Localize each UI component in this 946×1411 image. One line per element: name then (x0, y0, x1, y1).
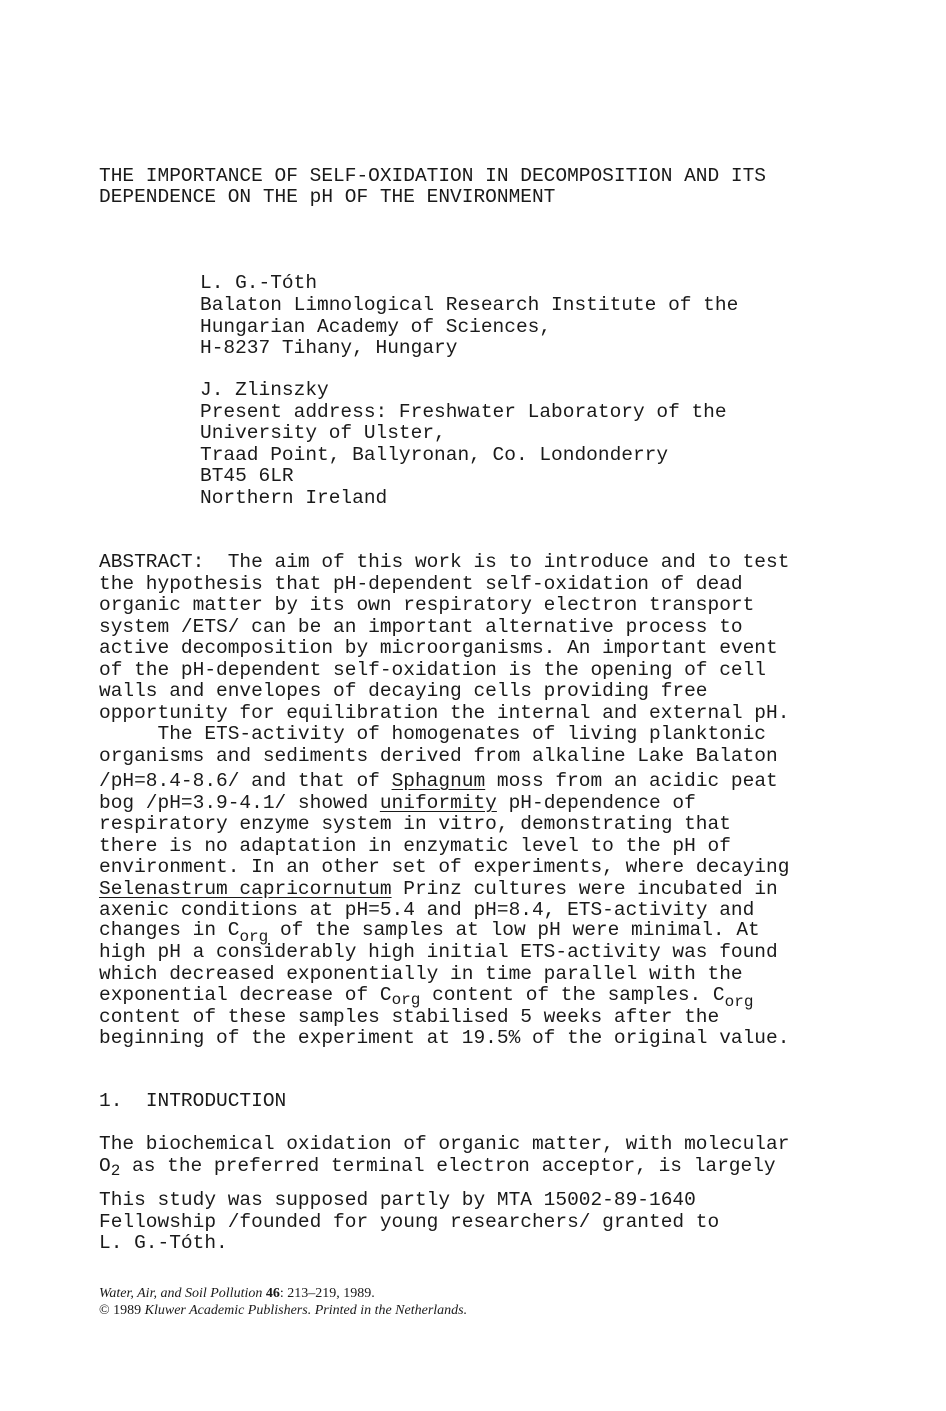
text-run: moss from an acidic peat (485, 770, 778, 792)
publisher-name: Kluwer Academic Publishers. Printed in the Netherlands. (144, 1303, 468, 1318)
section-number: 1. (99, 1090, 123, 1112)
journal-citation (99, 1287, 375, 1301)
abstract-line: the hypothesis that pH-dependent self-oxidation of dead (99, 573, 743, 595)
subscript: org (239, 928, 269, 946)
abstract-line: respiratory enzyme system in vitro, demonstrating that (99, 813, 731, 835)
affiliation-line: BT45 6LR (200, 465, 294, 487)
paragraph-line: The biochemical oxidation of organic matter, with molecular (99, 1133, 790, 1155)
text-run: as the preferred terminal electron acceptor, is largely (120, 1155, 776, 1177)
abstract-line: The ETS-activity of homogenates of living planktonic (99, 723, 767, 745)
abstract-line: organic matter by its own respiratory electron transport (99, 594, 755, 616)
abstract-line: active decomposition by microorganisms. An important event (99, 637, 778, 659)
copyright-line (99, 1304, 467, 1318)
title-line-2: DEPENDENCE ON THE pH OF THE ENVIRONMENT (99, 186, 556, 208)
section-title: INTRODUCTION (145, 1090, 287, 1112)
abstract-line (99, 794, 696, 814)
text-run: of the samples at low pH were minimal. At (268, 919, 760, 941)
footnote-line: Fellowship /founded for young researchers/ granted to (99, 1211, 720, 1233)
author-name: J. Zlinszky (200, 379, 329, 401)
text-run: pH-dependence of (496, 792, 696, 814)
paragraph-line (99, 1155, 776, 1180)
underlined-word: uniformity (379, 792, 497, 814)
section-heading (99, 1092, 286, 1112)
abstract-line: high pH a considerably high initial ETS-activity was found (99, 941, 778, 963)
affiliation-line: H-8237 Tihany, Hungary (200, 337, 458, 359)
abstract-line: axenic conditions at pH=5.4 and pH=8.4, ETS-activity and (99, 899, 755, 921)
species-name: Selenastrum capricornutum (99, 878, 392, 900)
affiliation-line: Traad Point, Ballyronan, Co. Londonderry (200, 444, 669, 466)
abstract-line: which decreased exponentially in time parallel with the (99, 963, 743, 985)
affiliation-line: University of Ulster, (200, 422, 446, 444)
text-run: changes in C (99, 919, 240, 941)
species-name: Sphagnum (391, 770, 486, 792)
footnote-line: L. G.-Tóth. (99, 1232, 228, 1254)
abstract-line: content of these samples stabilised 5 weeks after the (99, 1006, 720, 1028)
affiliation-line: Hungarian Academy of Sciences, (200, 316, 552, 338)
pages-year: : 213–219, 1989. (279, 1286, 375, 1301)
subscript: org (724, 993, 754, 1011)
abstract-line: environment. In an other set of experiments, where decaying (99, 856, 790, 878)
abstract-line (99, 919, 760, 946)
abstract-line: walls and envelopes of decaying cells providing free (99, 680, 708, 702)
subscript: 2 (110, 1162, 121, 1180)
abstract-line: of the pH-dependent self-oxidation is the opening of cell (99, 659, 767, 681)
abstract-line: ABSTRACT: The aim of this work is to introduce and to test (99, 551, 790, 573)
abstract-line (99, 772, 778, 792)
affiliation-line: Northern Ireland (200, 487, 388, 509)
copyright-mark: © 1989 (99, 1303, 145, 1318)
abstract-line: organisms and sediments derived from alkaline Lake Balaton (99, 745, 778, 767)
journal-name: Water, Air, and Soil Pollution (99, 1286, 263, 1301)
text-run: content of the samples. C (420, 984, 725, 1006)
title-line-1: THE IMPORTANCE OF SELF-OXIDATION IN DECOMPOSITION AND ITS (99, 165, 767, 187)
volume-number: 46 (265, 1286, 280, 1301)
abstract-line: beginning of the experiment at 19.5% of the original value. (99, 1027, 790, 1049)
author-name: L. G.-Tóth (200, 272, 318, 294)
subscript: org (391, 991, 421, 1009)
text-run: exponential decrease of C (99, 984, 392, 1006)
abstract-line (99, 880, 778, 900)
text-run: bog /pH=3.9-4.1/ showed (99, 792, 380, 814)
text-run: Prinz cultures were incubated in (391, 878, 778, 900)
text-run: O (99, 1155, 111, 1177)
affiliation-line: Balaton Limnological Research Institute of the (200, 294, 739, 316)
text-run: /pH=8.4-8.6/ and that of (99, 770, 392, 792)
footnote-line: This study was supposed partly by MTA 15002-89-1640 (99, 1189, 696, 1211)
abstract-line (99, 984, 754, 1011)
abstract-line: there is no adaptation in enzymatic level to the pH of (99, 835, 731, 857)
abstract-line: opportunity for equilibration the internal and external pH. (99, 702, 790, 724)
affiliation-line: Present address: Freshwater Laboratory of the (200, 401, 727, 423)
abstract-line: system /ETS/ can be an important alternative process to (99, 616, 743, 638)
